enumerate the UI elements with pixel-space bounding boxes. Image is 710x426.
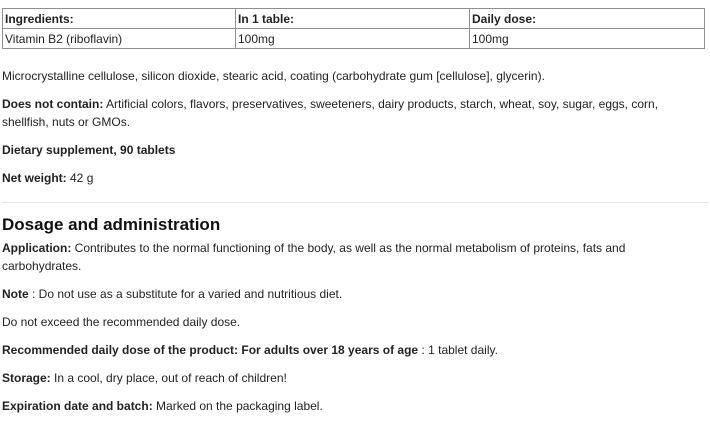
storage-label: Storage: xyxy=(2,371,51,385)
expiration-text: Marked on the packaging label. xyxy=(152,399,323,413)
storage-text: In a cool, dry place, out of reach of children! xyxy=(50,371,287,385)
application-text: Contributes to the normal functioning of the body, as well as the normal metabolism of proteins, fats and carbohydrates. xyxy=(2,241,626,273)
does-not-contain xyxy=(2,95,708,131)
header-daily-dose: Daily dose: xyxy=(470,9,705,29)
note-label: Note xyxy=(2,287,29,301)
table-row xyxy=(3,29,705,49)
header-per-tablet: In 1 table: xyxy=(236,9,470,29)
table-header-row xyxy=(3,9,705,29)
net-weight-value: 42 g xyxy=(66,171,94,185)
does-not-contain-label: Does not contain: xyxy=(2,97,104,111)
note xyxy=(2,285,708,303)
recommended-dose-text: : 1 tablet daily. xyxy=(418,343,498,357)
dose-warning: Do not exceed the recommended daily dose. xyxy=(2,315,241,329)
expiration xyxy=(2,397,708,415)
product-type-text: Dietary supplement, 90 tablets xyxy=(2,143,176,157)
application-label: Application: xyxy=(2,241,72,255)
net-weight xyxy=(2,169,708,187)
expiration-label: Expiration date and batch: xyxy=(2,399,153,413)
composition-text: Microcrystalline cellulose, silicon dioxide, stearic acid, coating (carbohydrate gum [cellulose], glycerin). xyxy=(2,69,545,83)
header-ingredients: Ingredients: xyxy=(3,9,236,29)
section-divider xyxy=(2,202,708,203)
product-type xyxy=(2,141,708,159)
note-text: : Do not use as a substitute for a varied and nutritious diet. xyxy=(28,287,343,301)
recommended-dose-label: Recommended daily dose of the product: For adults over 18 years of age xyxy=(2,343,419,357)
ingredient-name: Vitamin B2 (riboflavin) xyxy=(3,29,236,49)
ingredient-daily-dose: 100mg xyxy=(470,29,705,49)
does-not-contain-text: Artificial colors, flavors, preservatives, sweeteners, dairy products, starch, wheat, soy, sugar, eggs, corn, shellfish, nuts or GMOs. xyxy=(2,97,659,129)
storage xyxy=(2,369,708,387)
recommended-dose xyxy=(2,341,708,359)
ingredients-table xyxy=(2,8,705,49)
ingredient-per-tablet: 100mg xyxy=(236,29,470,49)
net-weight-label: Net weight: xyxy=(2,171,67,185)
application xyxy=(2,239,708,275)
dosage-heading: Dosage and administration xyxy=(2,215,221,234)
